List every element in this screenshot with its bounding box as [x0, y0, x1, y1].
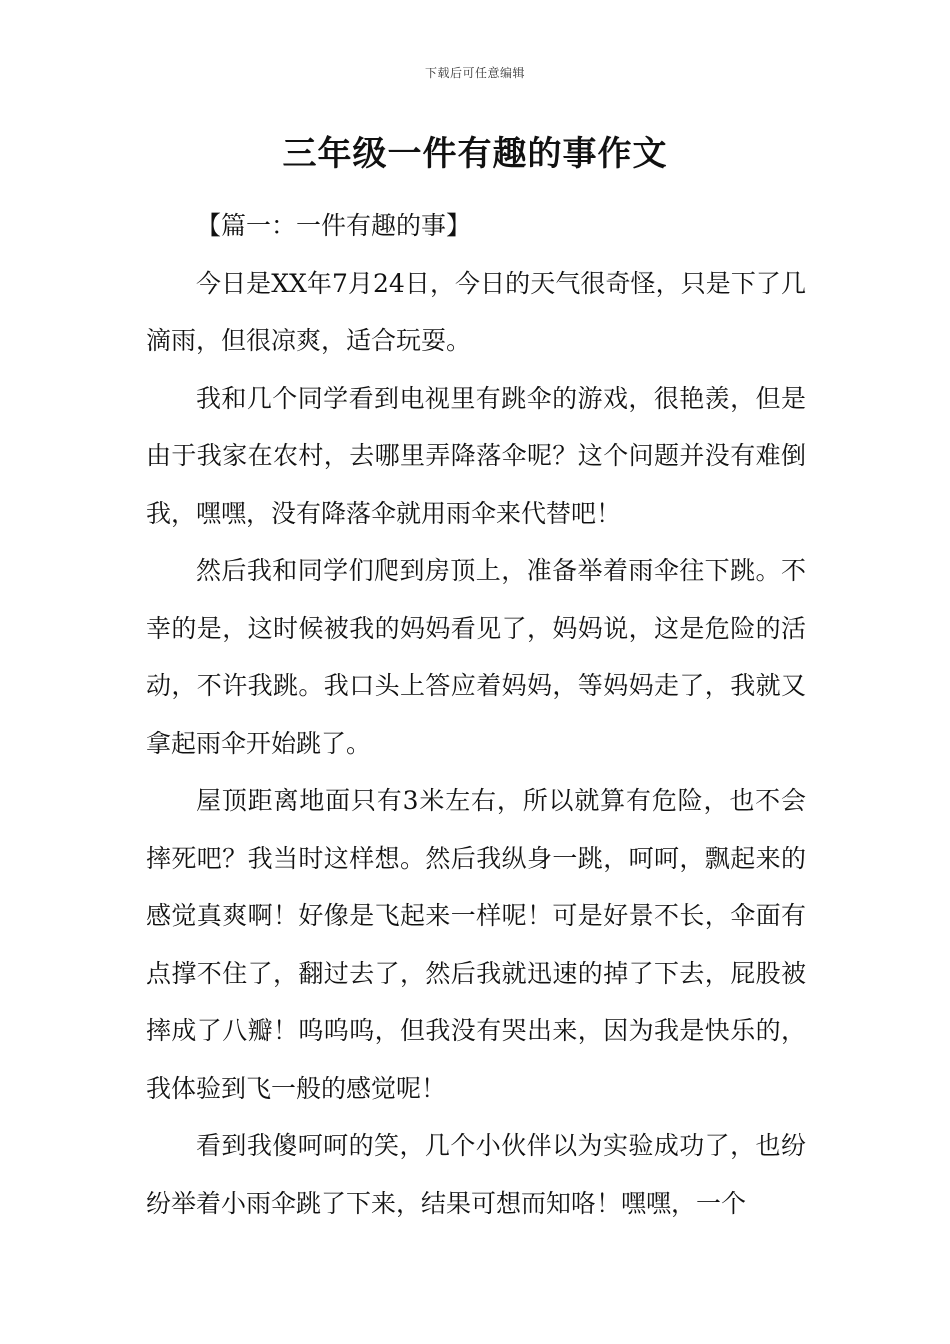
paragraph-3: 然后我和同学们爬到房顶上，准备举着雨伞往下跳。不幸的是，这时候被我的妈妈看见了，妈妈说，这是危险的活动，不许我跳。我口头上答应着妈妈，等妈妈走了，我就又拿起雨伞开始跳了。 — [146, 556, 806, 758]
section-heading: 【篇一：一件有趣的事】 — [196, 211, 472, 240]
document-body — [146, 197, 806, 1232]
paragraph-1: 今日是XX年7月24日，今日的天气很奇怪，只是下了几滴雨，但很凉爽，适合玩耍。 — [146, 268, 806, 355]
document-title: 三年级一件有趣的事作文 — [282, 134, 668, 174]
paragraph-5: 看到我傻呵呵的笑，几个小伙伴以为实验成功了，也纷纷举着小雨伞跳了下来，结果可想而知咯！嘿嘿，一个 — [146, 1131, 806, 1218]
page-header-note: 下载后可任意编辑 — [424, 66, 525, 80]
paragraph-2: 我和几个同学看到电视里有跳伞的游戏，很艳羡，但是由于我家在农村，去哪里弄降落伞呢？这个问题并没有难倒我，嘿嘿，没有降落伞就用雨伞来代替吧！ — [146, 383, 806, 528]
paragraph-4: 屋顶距离地面只有3米左右，所以就算有危险，也不会摔死吧？我当时这样想。然后我纵身一跳，呵呵，飘起来的感觉真爽啊！好像是飞起来一样呢！可是好景不长，伞面有点撑不住了，翻过去了，然后我就迅速的掉了下去，屁股被摔成了八瓣！呜呜呜，但我没有哭出来，因为我是快乐的，我体验到飞一般的感觉呢！ — [146, 786, 806, 1103]
